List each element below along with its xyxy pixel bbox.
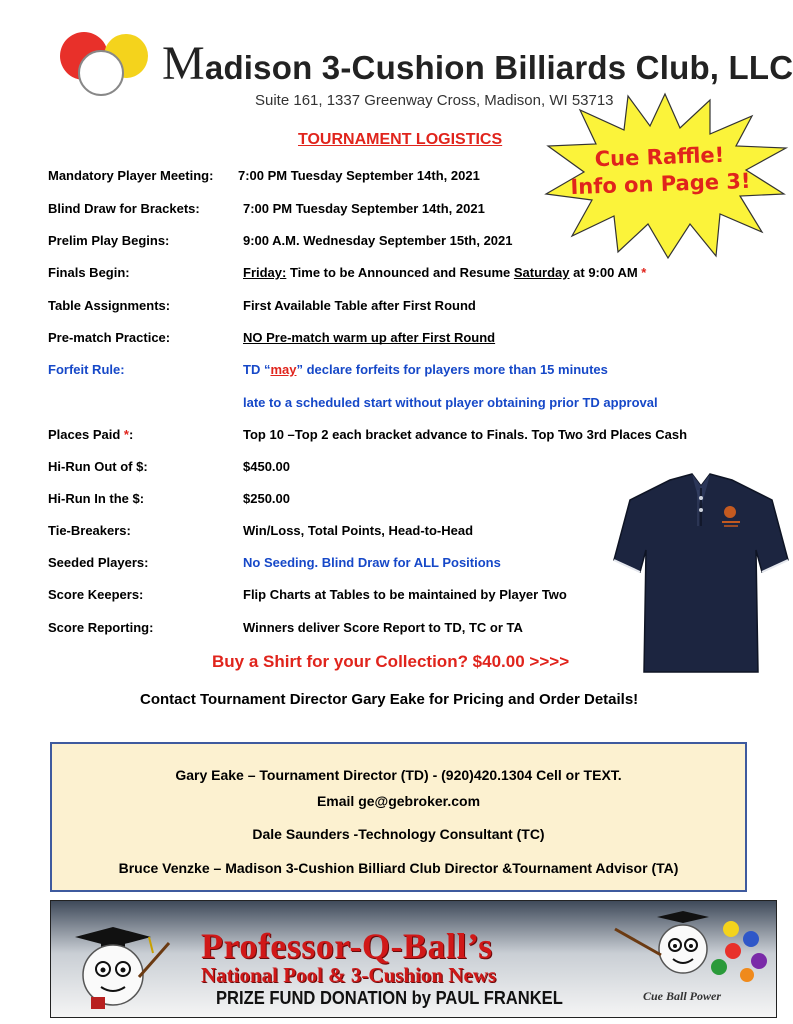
row-value: First Available Table after First Round [243, 298, 476, 313]
shirt-contact-line: Contact Tournament Director Gary Eake for Pricing and Order Details! [140, 691, 639, 708]
contacts-box [50, 742, 747, 892]
prize-donation-text: PRIZE FUND DONATION by PAUL FRANKEL [216, 988, 563, 1008]
row-value: $250.00 [243, 491, 290, 506]
club-address: Suite 161, 1337 Greenway Cross, Madison, WI 53713 [255, 92, 614, 109]
row-label: Hi-Run In the $: [48, 491, 145, 506]
cue-raffle-callout [554, 140, 766, 201]
row-label: Mandatory Player Meeting: [48, 168, 214, 183]
row-label: Prelim Play Begins: [48, 233, 170, 248]
row-label: Seeded Players: [48, 555, 149, 570]
banner-subtitle: National Pool & 3-Cushion News [201, 963, 497, 987]
sponsor-banner [50, 900, 777, 1018]
row-label: Hi-Run Out of $: [48, 459, 148, 474]
row-value: Friday: Time to be Announced and Resume Saturday at 9:00 AM * [243, 265, 647, 280]
white-ball-icon [78, 50, 124, 96]
row-value: NO Pre-match warm up after First Round [243, 330, 496, 345]
section-title: TOURNAMENT LOGISTICS [298, 131, 503, 148]
contact-email: Email ge@gebroker.com [316, 793, 481, 809]
contact-td: Gary Eake – Tournament Director (TD) - (920)420.1304 Cell or TEXT. [175, 767, 622, 783]
row-value: 9:00 A.M. Wednesday September 15th, 2021 [243, 233, 513, 248]
cue-ball-power-mascot-icon [611, 909, 776, 989]
promo-line-1: Cue Raffle! [594, 142, 725, 172]
row-value: Winners deliver Score Report to TD, TC or TA [243, 620, 523, 635]
row-label: Blind Draw for Brackets: [48, 201, 200, 216]
row-label: Table Assignments: [48, 298, 171, 313]
polo-shirt-image [612, 468, 790, 678]
professor-q-ball-mascot-icon [61, 919, 171, 1015]
row-value: $450.00 [243, 459, 290, 474]
club-name: Madison 3-Cushion Billiards Club, LLC [162, 37, 793, 90]
row-label: Places Paid *: [48, 427, 134, 442]
row-value: Top 10 –Top 2 each bracket advance to Finals. Top Two 3rd Places Cash [243, 427, 688, 442]
row-value: TD “may” declare forfeits for players more than 15 minutes [243, 362, 608, 377]
row-value: 7:00 PM Tuesday September 14th, 2021 [238, 168, 480, 183]
row-label: Score Reporting: [48, 620, 154, 635]
row-label: Tie-Breakers: [48, 523, 131, 538]
row-value: Flip Charts at Tables to be maintained by Player Two [243, 587, 567, 602]
row-label: Forfeit Rule: [48, 362, 125, 377]
contact-ta: Bruce Venzke – Madison 3-Cushion Billiard Club Director &Tournament Advisor (TA) [118, 860, 679, 876]
promo-line-2: Info on Page 3! [570, 168, 751, 200]
row-value: 7:00 PM Tuesday September 14th, 2021 [243, 201, 485, 216]
row-label: Pre-match Practice: [48, 330, 171, 345]
row-value: late to a scheduled start without player obtaining prior TD approval [243, 395, 658, 410]
shirt-offer: Buy a Shirt for your Collection? $40.00 >>>> [212, 652, 570, 671]
row-value: Win/Loss, Total Points, Head-to-Head [243, 523, 474, 538]
cue-ball-power-label: Cue Ball Power [643, 989, 722, 1003]
row-value: No Seeding. Blind Draw for ALL Positions [243, 555, 501, 570]
club-logo [58, 28, 158, 98]
row-label: Finals Begin: [48, 265, 130, 280]
contact-tc: Dale Saunders -Technology Consultant (TC) [252, 826, 545, 842]
banner-title: Professor-Q-Ball’s [201, 926, 493, 966]
row-label: Score Keepers: [48, 587, 144, 602]
